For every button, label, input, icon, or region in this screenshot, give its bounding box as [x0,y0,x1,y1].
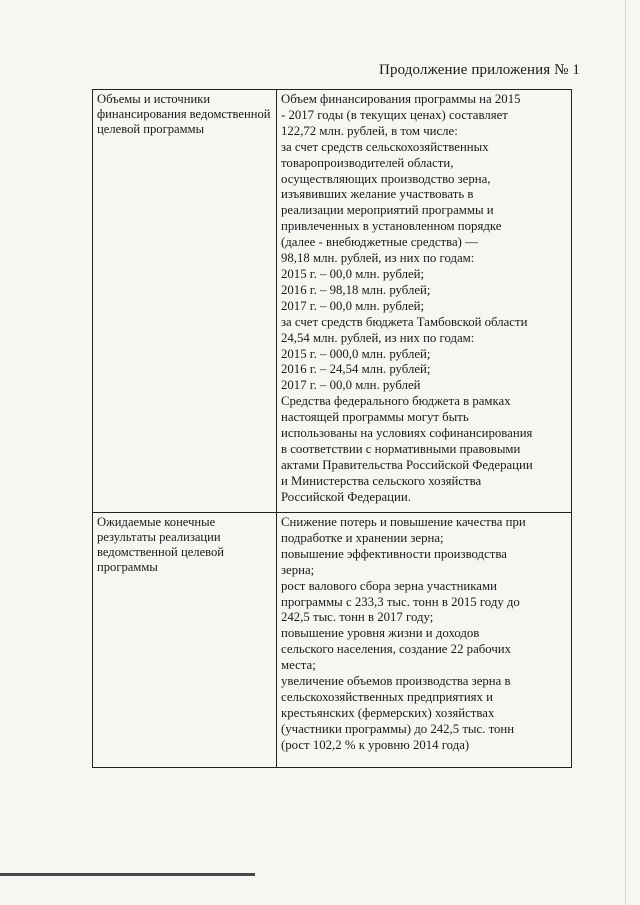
results-line: Снижение потерь и повышение качества при [281,515,526,529]
results-line: программы с 233,3 тыс. тонн в 2015 году до [281,594,520,609]
funding-line: Российской Федерации. [281,489,411,504]
results-line: 242,5 тыс. тонн в 2017 году; [281,610,434,625]
results-line: места; [281,658,316,673]
results-line: (рост 102,2 % к уровню 2014 года) [281,737,470,752]
funding-line: 2017 г. – 00,0 млн. рублей [281,378,421,393]
results-line: сельскохозяйственных предприятиях и [281,689,493,704]
funding-line: привлеченных в установленном порядке [281,219,502,234]
funding-line: (далее - внебюджетные средства) — [281,235,478,250]
funding-line: реализации мероприятий программы и [281,203,494,218]
funding-line: 2015 г. – 00,0 млн. рублей; [281,266,425,281]
funding-line: 2016 г. – 24,54 млн. рублей; [281,362,431,377]
funding-line: Объем финансирования программы на 2015 [281,92,521,106]
results-line: крестьянских (фермерских) хозяйствах [281,705,495,720]
program-passport-table [92,89,572,768]
funding-label: Объемы и источники финансирования ведомственной целевой программы [97,92,271,136]
funding-line: за счет средств бюджета Тамбовской области [281,314,528,329]
results-label-cell [93,513,277,768]
funding-line: товаропроизводителей области, [281,155,454,170]
funding-line: актами Правительства Российской Федерации [281,457,533,472]
results-line: сельского населения, создание 22 рабочих [281,642,512,657]
scan-edge-shadow [0,873,255,876]
funding-line: и Министерства сельского хозяйства [281,473,482,488]
results-content-cell [277,513,572,768]
funding-line: настоящей программы могут быть [281,410,469,425]
funding-line: 122,72 млн. рублей, в том числе: [281,123,458,138]
results-line: повышение эффективности производства [281,546,507,561]
funding-content-cell [277,90,572,513]
funding-line: 2016 г. – 98,18 млн. рублей; [281,282,431,297]
funding-label-cell [93,90,277,513]
funding-line: осуществляющих производство зерна, [281,171,491,186]
funding-line: 24,54 млн. рублей, из них по годам: [281,330,475,345]
table-row-funding [93,90,572,513]
page-header-continuation: Продолжение приложения № 1 [379,62,580,78]
funding-line: использованы на условиях софинансирования [281,426,533,441]
results-line: увеличение объемов производства зерна в [281,674,511,689]
funding-line: за счет средств сельскохозяйственных [281,139,489,154]
results-line: повышение уровня жизни и доходов [281,626,480,641]
funding-line: в соответствии с нормативными правовыми [281,441,521,456]
funding-line: - 2017 годы (в текущих ценах) составляет [281,107,508,122]
funding-line: 2015 г. – 000,0 млн. рублей; [281,346,431,361]
results-line: рост валового сбора зерна участниками [281,578,497,593]
results-line: зерна; [281,562,315,577]
results-line: (участники программы) до 242,5 тыс. тонн [281,721,515,736]
funding-line: 2017 г. – 00,0 млн. рублей; [281,298,425,313]
results-line: подработке и хранении зерна; [281,530,444,545]
page-edge-line [625,0,626,905]
funding-line: 98,18 млн. рублей, из них по годам: [281,251,475,266]
table-row-results [93,513,572,768]
results-label: Ожидаемые конечные результаты реализации ведомственной целевой программы [97,515,225,574]
funding-line: изъявивших желание участвовать в [281,187,474,202]
funding-line: Средства федерального бюджета в рамках [281,394,511,409]
